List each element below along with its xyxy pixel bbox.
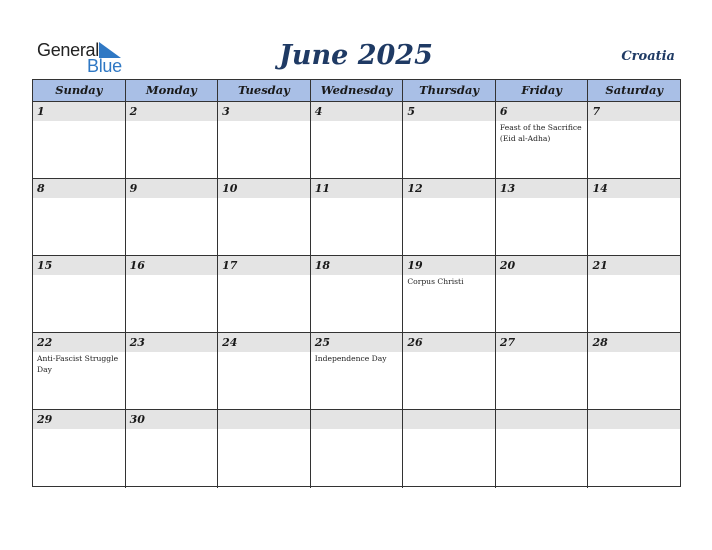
day-number: 24	[222, 336, 238, 349]
weekday-header: Tuesday	[218, 80, 311, 101]
holiday-label: Anti-Fascist Struggle Day	[37, 354, 119, 374]
day-number: 21	[592, 259, 608, 272]
day-number-strip	[311, 410, 403, 429]
day-cell	[33, 333, 126, 409]
day-cell	[403, 333, 496, 409]
day-number: 4	[314, 105, 323, 118]
logo-text-blue: Blue	[87, 56, 122, 76]
day-cell	[403, 179, 496, 255]
day-cell	[588, 102, 680, 178]
day-cell	[588, 256, 680, 332]
day-cell	[496, 410, 589, 488]
day-cell	[126, 102, 219, 178]
holiday-label: Feast of the Sacrifice (Eid al-Adha)	[499, 123, 582, 143]
day-number: 5	[407, 105, 415, 118]
day-number: 27	[499, 336, 516, 349]
day-cell	[126, 256, 219, 332]
day-number: 18	[314, 259, 331, 272]
week-row	[33, 256, 680, 333]
day-number: 17	[222, 259, 238, 272]
week-row	[33, 410, 680, 488]
weekday-header: Wednesday	[311, 80, 404, 101]
weekday-header: Friday	[496, 80, 589, 101]
day-cell	[33, 256, 126, 332]
day-cell	[218, 410, 311, 488]
calendar-grid	[32, 79, 681, 487]
day-number: 19	[407, 259, 423, 272]
day-cell	[588, 179, 680, 255]
weekday-header: Saturday	[605, 83, 664, 97]
day-number: 3	[222, 105, 230, 118]
day-number: 16	[129, 259, 145, 272]
calendar-title: June 2025	[279, 40, 433, 71]
day-cell	[588, 333, 680, 409]
day-cell	[126, 333, 219, 409]
day-number: 14	[592, 182, 608, 195]
day-number: 22	[37, 336, 53, 349]
day-number: 26	[407, 336, 423, 349]
day-number-strip	[126, 102, 218, 121]
day-number: 23	[129, 336, 145, 349]
day-cell	[403, 410, 496, 488]
week-row	[33, 179, 680, 256]
day-number: 10	[222, 182, 238, 195]
holiday-label: Independence Day	[314, 354, 387, 363]
day-number-strip	[218, 102, 310, 121]
day-number: 8	[37, 182, 45, 195]
country-label: Croatia	[621, 49, 675, 64]
day-number-strip	[126, 179, 218, 198]
day-number: 1	[37, 105, 45, 118]
day-number: 25	[314, 336, 331, 349]
day-cell	[588, 410, 680, 488]
day-number-strip	[403, 410, 495, 429]
day-cell	[218, 179, 311, 255]
week-row	[33, 102, 680, 179]
weekday-header: Monday	[126, 80, 219, 101]
day-number-strip	[33, 102, 125, 121]
day-number: 28	[592, 336, 608, 349]
weekday-header: Sunday	[33, 80, 126, 101]
day-cell	[496, 333, 589, 409]
day-cell	[126, 410, 219, 488]
day-number-strip	[496, 410, 588, 429]
day-number: 2	[129, 105, 138, 118]
day-cell	[33, 179, 126, 255]
day-cell	[311, 102, 404, 178]
day-number: 7	[592, 105, 601, 118]
holiday-label: Corpus Christi	[407, 277, 464, 286]
day-number-strip	[496, 102, 588, 121]
weekday-header-row	[33, 80, 680, 102]
day-cell	[218, 256, 311, 332]
day-cell	[218, 333, 311, 409]
weekday-header: Thursday	[403, 80, 496, 101]
day-number: 12	[407, 182, 423, 195]
day-number: 30	[129, 413, 145, 426]
day-number-strip	[33, 179, 125, 198]
day-cell	[311, 256, 404, 332]
day-cell	[403, 256, 496, 332]
logo-text-general: General	[37, 40, 99, 60]
day-cell	[218, 102, 311, 178]
day-cell	[311, 410, 404, 488]
day-cell	[403, 102, 496, 178]
day-number-strip	[218, 410, 310, 429]
day-cell	[126, 179, 219, 255]
day-number: 29	[37, 413, 53, 426]
day-cell	[311, 179, 404, 255]
day-number: 20	[499, 259, 516, 272]
day-cell	[496, 256, 589, 332]
day-number-strip	[403, 102, 495, 121]
day-cell	[311, 333, 404, 409]
day-number-strip	[588, 102, 680, 121]
day-cell	[496, 179, 589, 255]
day-cell	[33, 410, 126, 488]
day-cell	[496, 102, 589, 178]
day-cell	[33, 102, 126, 178]
day-number: 6	[499, 105, 508, 118]
day-number-strip	[311, 102, 403, 121]
day-number-strip	[588, 410, 680, 429]
day-number: 11	[314, 182, 331, 195]
day-number: 9	[129, 182, 138, 195]
day-number: 13	[499, 182, 516, 195]
day-number: 15	[37, 259, 53, 272]
week-row	[33, 333, 680, 410]
